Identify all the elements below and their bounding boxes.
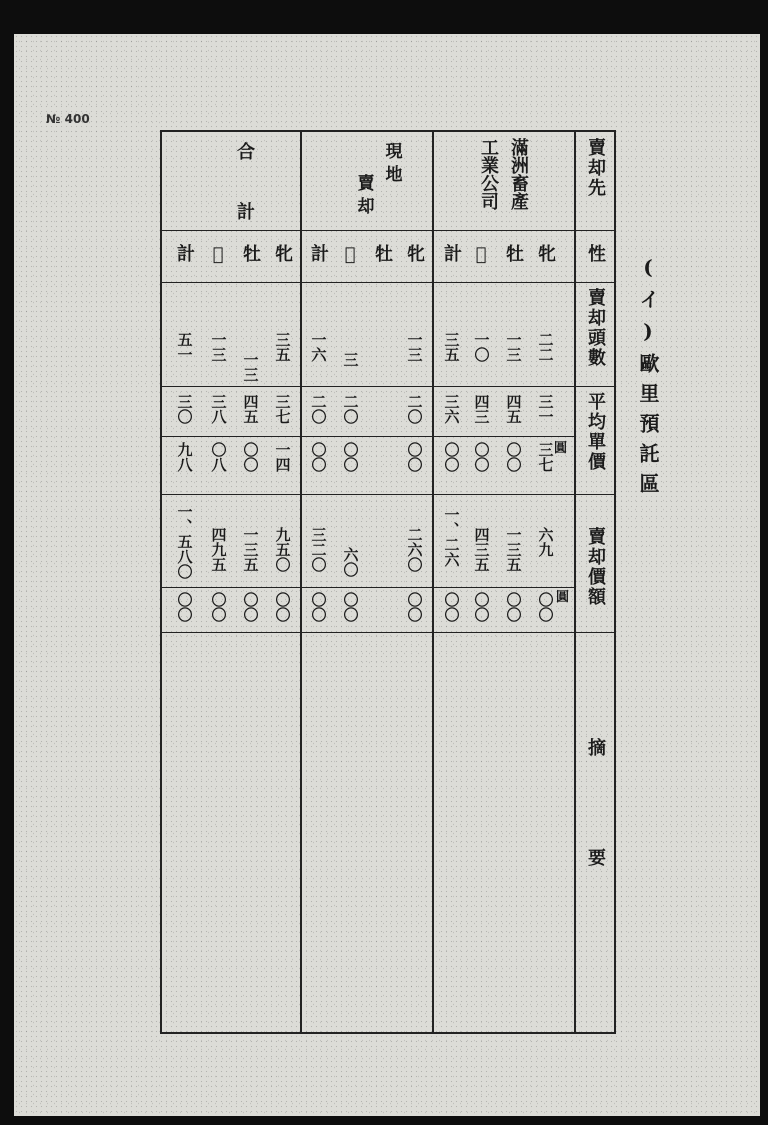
avg-price-cell — [302, 442, 334, 482]
header-remarks-cell-2 — [574, 848, 616, 878]
total-price-yen: 一三五 — [241, 527, 260, 572]
head-count-value: 一三 — [241, 352, 260, 382]
avg-price-cell — [434, 442, 468, 482]
avg-price-yen: 二〇 — [405, 394, 424, 424]
unit-yen-avg: 圓 — [554, 441, 568, 456]
buyer-name-line1: 合 — [234, 142, 255, 162]
avg-price-cell — [398, 442, 430, 482]
avg-price-sen: 〇〇 — [472, 442, 491, 472]
sex-cell — [334, 244, 366, 274]
avg-price-sen: 三七 — [536, 442, 555, 472]
total-price-cell — [202, 527, 234, 585]
sales-table — [160, 130, 616, 1034]
total-price-sen: 〇〇 — [472, 592, 491, 622]
total-price-yen: 六〇 — [341, 547, 360, 577]
sex-label: 𤛇 — [339, 244, 361, 267]
total-price-yen: 一、二六 — [442, 507, 461, 567]
total-price-sen: 〇〇 — [241, 592, 260, 622]
avg-price-inner-divider — [160, 436, 574, 437]
avg-price-sen: 〇八 — [209, 442, 228, 472]
avg-price-sen: 九八 — [175, 442, 194, 472]
avg-price-sen: 〇〇 — [241, 442, 260, 472]
count-cell — [464, 332, 498, 382]
total-price-yen: 二六〇 — [405, 527, 424, 572]
count-cell — [434, 332, 468, 382]
row-divider-avg — [160, 494, 616, 495]
header-remarks-1: 摘 — [585, 738, 606, 758]
head-count-value: 二二 — [536, 332, 555, 362]
avg-price-cell — [334, 394, 366, 434]
avg-price-yen: 二〇 — [341, 394, 360, 424]
buyer-name-line2: 計 — [234, 202, 255, 222]
buyer-name-line2-cell — [226, 202, 262, 230]
count-cell — [302, 332, 334, 382]
avg-price-cell — [528, 442, 562, 482]
count-cell — [398, 332, 430, 382]
total-price-cell — [302, 592, 334, 628]
row-divider-sex — [160, 282, 616, 283]
head-count-value: 一三 — [405, 332, 424, 362]
total-price-yen: 九五〇 — [273, 527, 292, 572]
avg-price-yen: 四三 — [472, 394, 491, 424]
total-price-sen: 〇〇 — [309, 592, 328, 622]
header-total-price: 賣却價額 — [585, 527, 606, 607]
avg-price-cell — [234, 394, 266, 434]
avg-price-sen: 〇〇 — [442, 442, 461, 472]
total-price-cell — [528, 592, 562, 628]
avg-price-cell — [496, 394, 530, 434]
header-remarks-2: 要 — [585, 848, 606, 868]
avg-price-sen: 〇〇 — [405, 442, 424, 472]
buyer-name-line1: 滿洲畜產 — [508, 138, 529, 210]
total-price-cell — [464, 527, 498, 585]
sex-label: 牡 — [503, 244, 524, 264]
head-count-value: 一六 — [309, 332, 328, 362]
sex-label: 牝 — [535, 244, 556, 264]
total-price-cell — [302, 527, 334, 585]
avg-price-sen: 一四 — [273, 442, 292, 472]
total-price-cell — [434, 592, 468, 628]
total-price-cell — [334, 592, 366, 628]
header-total-cell — [574, 527, 616, 627]
total-price-sen: 〇〇 — [504, 592, 523, 622]
sex-label: 計 — [441, 244, 462, 264]
avg-price-yen: 四五 — [241, 394, 260, 424]
sex-cell — [464, 244, 498, 274]
avg-price-cell — [168, 394, 200, 434]
count-cell — [496, 332, 530, 382]
total-price-inner-divider — [160, 587, 574, 588]
buyer-name-line1-cell — [226, 142, 262, 182]
avg-price-yen: 四五 — [504, 394, 523, 424]
head-count-value: 一三 — [504, 332, 523, 362]
header-avg-price: 平均單價 — [585, 392, 606, 472]
count-cell — [266, 332, 298, 382]
avg-price-cell — [302, 394, 334, 434]
total-price-cell — [434, 507, 468, 585]
total-price-sen: 〇〇 — [405, 592, 424, 622]
avg-price-cell — [202, 394, 234, 434]
total-price-yen: 一三五 — [504, 527, 523, 572]
total-price-yen: 一、五八〇 — [175, 504, 194, 579]
section-title: (イ)歐里預託區 — [636, 255, 660, 503]
header-buyer: 賣却先 — [585, 138, 606, 198]
unit-yen-total: 圓 — [556, 590, 570, 605]
sex-cell — [234, 244, 266, 274]
total-price-cell — [266, 527, 298, 585]
sex-cell — [366, 244, 398, 274]
header-sex-cell — [574, 244, 616, 280]
avg-price-cell — [464, 442, 498, 482]
avg-price-cell — [234, 442, 266, 482]
total-price-cell — [334, 547, 366, 585]
avg-price-cell — [334, 442, 366, 482]
total-price-cell — [168, 504, 200, 586]
header-avg-cell — [574, 392, 616, 492]
sex-label: 計 — [308, 244, 329, 264]
head-count-value: 三五 — [442, 332, 461, 362]
avg-price-cell — [266, 394, 298, 434]
sex-label: 牡 — [240, 244, 261, 264]
head-count-value: 三五 — [273, 332, 292, 362]
avg-price-sen: 〇〇 — [341, 442, 360, 472]
avg-price-cell — [398, 394, 430, 434]
sex-cell — [266, 244, 298, 274]
total-price-cell — [496, 527, 530, 585]
total-price-sen: 〇〇 — [536, 592, 555, 622]
page-number: № 400 — [46, 112, 90, 126]
total-price-sen: 〇〇 — [341, 592, 360, 622]
total-price-sen: 〇〇 — [209, 592, 228, 622]
avg-price-yen: 三〇 — [175, 394, 194, 424]
sex-label: 牝 — [272, 244, 293, 264]
sex-cell — [168, 244, 200, 274]
total-price-sen: 〇〇 — [442, 592, 461, 622]
avg-price-cell — [528, 394, 562, 434]
avg-price-sen: 〇〇 — [309, 442, 328, 472]
total-price-cell — [398, 527, 430, 585]
avg-price-cell — [496, 442, 530, 482]
count-cell — [234, 352, 266, 382]
buyer-name-line2: 賣却 — [353, 174, 374, 220]
total-price-yen: 六九 — [536, 527, 555, 557]
avg-price-cell — [266, 442, 298, 482]
row-divider-buyer — [160, 230, 616, 231]
row-divider-total — [160, 632, 616, 633]
total-price-cell — [266, 592, 298, 628]
total-price-cell — [234, 592, 266, 628]
buyer-name-line2-cell — [346, 148, 382, 228]
total-price-cell — [202, 592, 234, 628]
header-count-cell — [574, 288, 616, 384]
total-price-cell — [528, 527, 562, 585]
buyer-name-line2: 工業公司 — [478, 138, 499, 210]
avg-price-yen: 三一 — [536, 394, 555, 424]
sex-label: 牡 — [372, 244, 393, 264]
head-count-value: 一三 — [209, 332, 228, 362]
buyer-name-line2-cell — [470, 138, 506, 228]
total-price-cell — [168, 592, 200, 628]
header-sex: 性 — [585, 244, 606, 264]
total-price-cell — [464, 592, 498, 628]
sex-cell — [496, 244, 530, 274]
sex-label: 計 — [174, 244, 195, 264]
total-price-cell — [496, 592, 530, 628]
count-cell — [168, 332, 200, 382]
total-price-sen: 〇〇 — [273, 592, 292, 622]
head-count-value: 三 — [341, 352, 360, 367]
avg-price-yen: 三七 — [273, 394, 292, 424]
avg-price-sen: 〇〇 — [504, 442, 523, 472]
sex-cell — [434, 244, 468, 274]
sex-cell — [528, 244, 562, 274]
avg-price-yen: 三六 — [442, 394, 461, 424]
sex-cell — [302, 244, 334, 274]
avg-price-cell — [168, 442, 200, 482]
count-cell — [528, 332, 562, 382]
avg-price-yen: 三八 — [209, 394, 228, 424]
avg-price-cell — [464, 394, 498, 434]
head-count-value: 五一 — [175, 332, 194, 362]
sex-label: 𤛇 — [470, 244, 492, 267]
total-price-yen: 四九五 — [209, 527, 228, 572]
row-divider-count — [160, 386, 616, 387]
head-count-value: 一〇 — [472, 332, 491, 362]
avg-price-cell — [434, 394, 468, 434]
buyer-name-line1: 現地 — [381, 142, 402, 188]
total-price-sen: 〇〇 — [175, 592, 194, 622]
header-head-count: 賣却頭數 — [585, 288, 606, 368]
sex-cell — [398, 244, 430, 274]
avg-price-cell — [202, 442, 234, 482]
header-remarks-cell-1 — [574, 738, 616, 768]
sex-label: 𤛇 — [207, 244, 229, 267]
count-cell — [334, 352, 366, 382]
sex-label: 牝 — [404, 244, 425, 264]
total-price-yen: 三二〇 — [309, 527, 328, 572]
avg-price-yen: 二〇 — [309, 394, 328, 424]
total-price-cell — [234, 527, 266, 585]
table-left-border — [160, 132, 162, 1032]
header-buyer-cell — [574, 138, 616, 228]
sex-cell — [202, 244, 234, 274]
count-cell — [202, 332, 234, 382]
total-price-cell — [398, 592, 430, 628]
total-price-yen: 四三五 — [472, 527, 491, 572]
